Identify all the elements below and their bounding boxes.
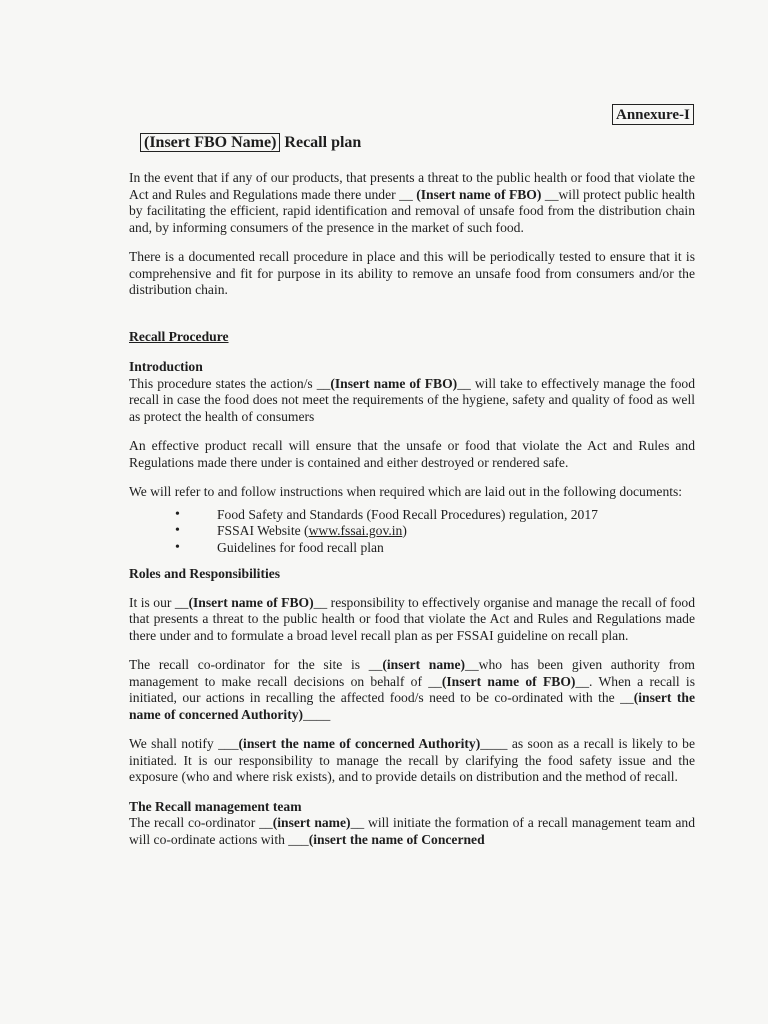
- text-run: __who has been given authority from management to make recall decisions on behalf of __: [129, 657, 696, 689]
- placeholder-authority: (insert the name of concerned Authority): [129, 690, 695, 722]
- team-paragraph-1: [129, 815, 695, 848]
- text-run: ): [402, 523, 407, 538]
- introduction-paragraph-1: [129, 376, 695, 426]
- placeholder-authority: (insert the name of concerned Authority): [238, 736, 481, 751]
- text-run: This procedure states the action/s __: [129, 375, 331, 391]
- text-run: ____ as soon as a recall is likely to be initiated. It is our responsibility to manage the recall by clarifying the food safety issue and the exposure (who and where risk exists), and to provide details on distribution and the method of recall.: [129, 736, 696, 784]
- placeholder-fbo: (Insert name of FBO): [188, 594, 314, 610]
- annexure-label: Annexure-I: [612, 104, 694, 125]
- text-run: __ responsibility to effectively organise and manage the recall of food that presents a threat to the public health or food that violate the Act and Rules and Regulations made there under and to formulate a broad level recall plan as per FSSAI guideline on recall plan.: [129, 594, 695, 643]
- placeholder-name: (insert name): [272, 815, 351, 830]
- text-run: It is our __: [129, 594, 189, 610]
- reference-documents-list: [129, 507, 695, 557]
- text-run: __ will initiate the formation of a recall management team and will co-ordinate actions with ___: [129, 815, 695, 847]
- text-run: __ will take to effectively manage the food recall in case the food does not meet the requirements of the hygiene, safety and quality of food as well as protect the health of consumers: [129, 375, 696, 424]
- roles-paragraph-3: [129, 736, 695, 786]
- placeholder-fbo: (Insert name of FBO): [441, 673, 576, 689]
- list-item: • Food Safety and Standards (Food Recall Procedures) regulation, 2017: [217, 507, 695, 524]
- document-body: [129, 170, 695, 861]
- placeholder-fbo: (Insert name of FBO): [416, 186, 542, 202]
- text-run: The recall co-ordinator __: [129, 815, 273, 830]
- roles-heading: Roles and Responsibilities: [129, 566, 281, 581]
- placeholder-fbo: (Insert name of FBO): [330, 375, 458, 391]
- placeholder-authority: (insert the name of Concerned: [308, 831, 485, 847]
- text-run: __will protect public health by facilitating the efficient, rapid identification and removal of unsafe food from the distribution chain and, by informing consumers of the presence in the market of such food.: [129, 186, 695, 235]
- introduction-heading: Introduction: [129, 359, 203, 374]
- roles-paragraph-2: [129, 657, 695, 723]
- introduction-paragraph-2: An effective product recall will ensure that the unsafe or food that violate the Act and Rules and Regulations made there under is contained and either destroyed or rendered safe.: [129, 438, 695, 470]
- placeholder-name: (insert name): [382, 657, 466, 672]
- recall-team-heading: The Recall management team: [129, 798, 302, 814]
- text-run: The recall co-ordinator for the site is __: [129, 657, 383, 672]
- page-title: [140, 132, 361, 154]
- introduction-paragraph-3: We will refer to and follow instructions when required which are laid out in the following documents:: [129, 484, 683, 499]
- text-run: __. When a recall is initiated, our actions in recalling the affected food/s need to be co-ordinated with the __: [129, 673, 695, 705]
- recall-procedure-heading: Recall Procedure: [129, 328, 229, 344]
- roles-paragraph-1: [129, 595, 695, 645]
- text-run: We shall notify ___: [129, 736, 239, 751]
- title-text: Recall plan: [284, 134, 362, 151]
- text-run: ____: [303, 706, 331, 722]
- intro-paragraph-1: [129, 170, 695, 236]
- list-item: • Guidelines for food recall plan: [217, 540, 695, 557]
- text-run: FSSAI Website (: [217, 523, 309, 538]
- intro-paragraph-2: There is a documented recall procedure in place and this will be periodically tested to ensure that it is comprehensive and fit for purpose in its ability to remove an unsafe food from consumers and/or the distribution chain.: [129, 249, 695, 297]
- text-run: In the event that if any of our products, that presents a threat to the public health or food that violate the Act and Rules and Regulations made there under __: [129, 170, 695, 202]
- list-item: [217, 523, 695, 540]
- fbo-name-placeholder: (Insert FBO Name): [140, 133, 280, 152]
- fssai-website-link[interactable]: www.fssai.gov.in: [308, 523, 403, 538]
